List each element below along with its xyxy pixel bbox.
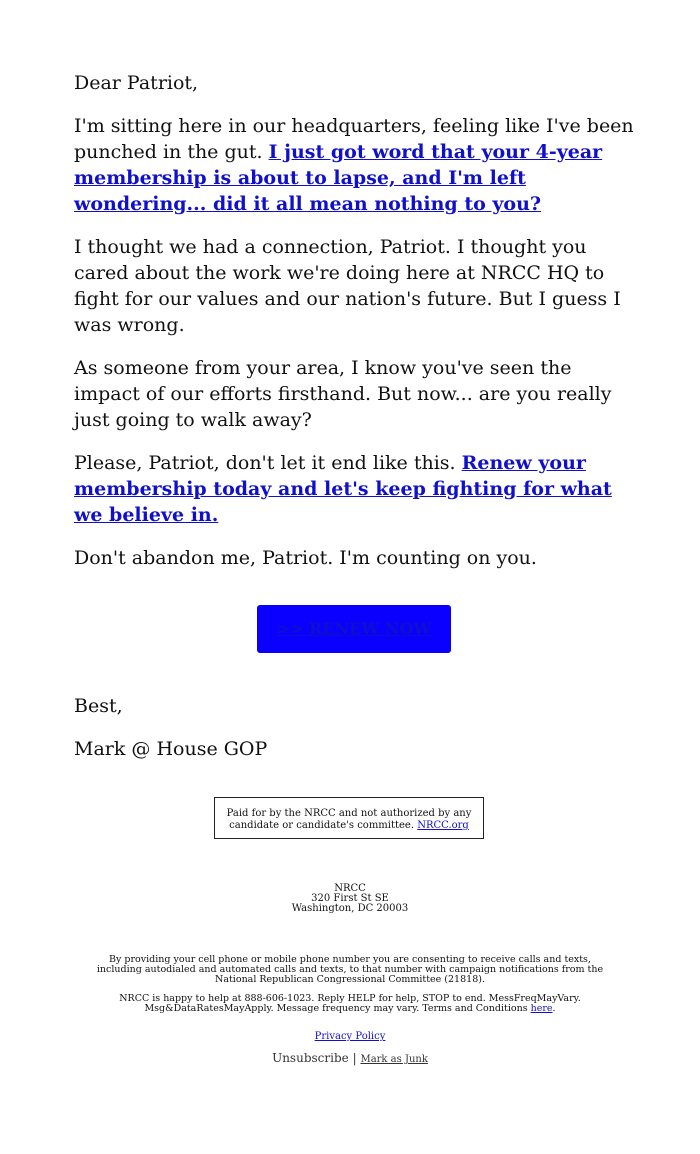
- legal-notice: [95, 955, 605, 1023]
- address-org: NRCC: [334, 883, 366, 894]
- paragraph-3: As someone from your area, I know you've seen the impact of our efforts firsthand. But now... are you really just going to walk away?: [74, 357, 612, 431]
- email-body: [74, 70, 634, 779]
- help-text: NRCC is happy to help at 888-606-1023. Reply HELP for help, STOP to end. MessFreqMayVary. Msg&DataRatesMayApply. Message frequency may vary. Terms and Conditions here.: [119, 993, 581, 1014]
- address-street: 320 First St SE: [311, 893, 389, 904]
- paragraph-2: I thought we had a connection, Patriot. I thought you cared about the work we're doing here at NRCC HQ to fight for our values and our nation's future. But I guess I was wrong.: [74, 236, 621, 336]
- greeting: Dear Patriot,: [74, 72, 199, 94]
- paragraph-4: [74, 450, 634, 528]
- membership-lapse-link[interactable]: I just got word that your 4-year membership is about to lapse, and I'm left wondering... did it all mean nothing to you?: [74, 141, 603, 215]
- paragraph-5: Don't abandon me, Patriot. I'm counting on you.: [74, 547, 537, 569]
- privacy-policy-link[interactable]: Privacy Policy: [314, 1031, 386, 1042]
- disclaimer-text: Paid for by the NRCC and not authorized by any candidate or candidate's committee.: [226, 808, 472, 831]
- signature: Mark @ House GOP: [74, 738, 268, 760]
- separator: |: [352, 1051, 357, 1065]
- terms-link[interactable]: here: [530, 1003, 553, 1014]
- sms-consent-text: By providing your cell phone or mobile phone number you are consenting to receive calls and texts, including autodialed and automated calls and texts, to that number with campaign notifications from the National Republican Congressional Committee (21818).: [96, 954, 604, 985]
- nrcc-org-link[interactable]: NRCC.org: [417, 820, 469, 831]
- address-city: Washington, DC 20003: [291, 903, 409, 914]
- mailing-address: [0, 884, 700, 914]
- paragraph-1-text: I'm sitting here in our headquarters, feeling like I've been punched in the gut.: [74, 115, 634, 163]
- paid-for-disclaimer: [214, 797, 484, 839]
- renew-now-button[interactable]: >> RENEW NOW: [257, 605, 452, 653]
- paragraph-1: [74, 113, 634, 217]
- signoff: Best,: [74, 695, 123, 717]
- mark-as-junk-link[interactable]: Mark as Junk: [360, 1054, 428, 1065]
- unsubscribe-row: [0, 1051, 700, 1065]
- cta-container: [74, 605, 634, 653]
- paragraph-4-text: Please, Patriot, don't let it end like this.: [74, 452, 462, 474]
- unsubscribe-link[interactable]: Unsubscribe: [272, 1051, 349, 1065]
- renew-membership-link[interactable]: Renew your membership today and let's keep fighting for what we believe in.: [74, 452, 612, 526]
- privacy-row: [0, 1031, 700, 1042]
